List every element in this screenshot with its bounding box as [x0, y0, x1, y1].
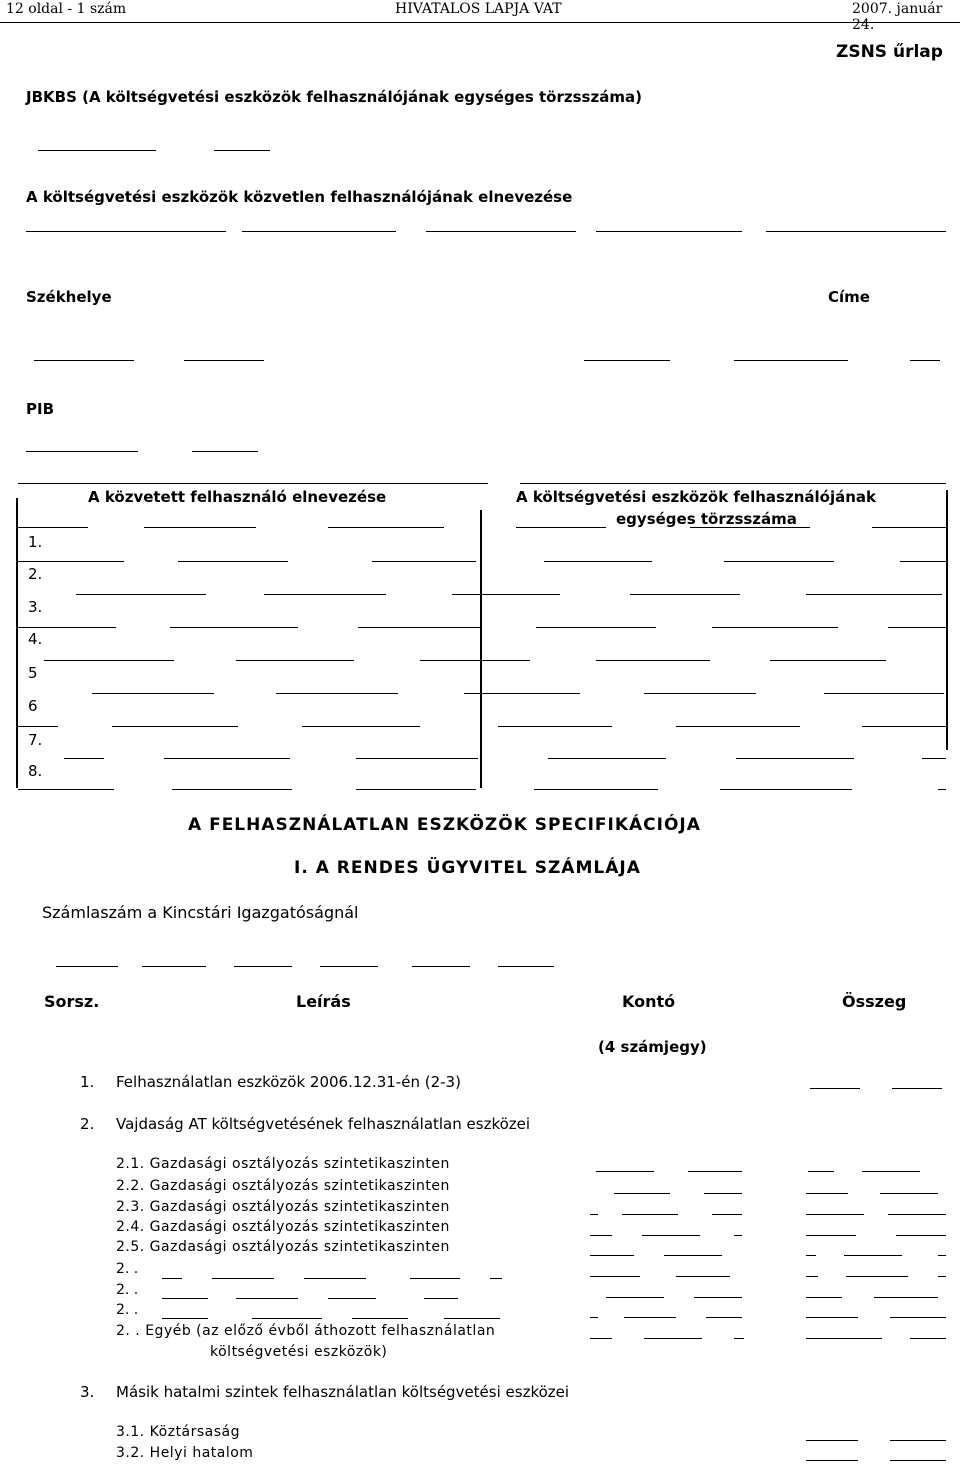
- table-line[interactable]: [736, 758, 854, 759]
- table-line[interactable]: [164, 758, 290, 759]
- account-line-2[interactable]: [142, 966, 206, 967]
- amount-line[interactable]: [846, 1276, 908, 1277]
- form-title: ZSNS űrlap: [836, 42, 943, 62]
- table-line[interactable]: [92, 693, 214, 694]
- amount-line[interactable]: [910, 1338, 946, 1339]
- konto-line[interactable]: [688, 1171, 742, 1172]
- col-konto-note: (4 számjegy): [598, 1038, 707, 1056]
- col-konto: Kontó: [622, 992, 676, 1011]
- table-line[interactable]: [872, 527, 946, 528]
- sub2-desc-line[interactable]: [252, 1318, 322, 1319]
- table-col-registry-line2: egységes törzsszáma: [616, 510, 797, 528]
- jbkbs-line-2[interactable]: [214, 150, 270, 151]
- name-line-1[interactable]: [26, 231, 226, 232]
- table-row-4-num: 4.: [28, 630, 43, 648]
- table-top-line-right: [520, 483, 946, 484]
- amount-line[interactable]: [808, 1171, 834, 1172]
- sub2-8: 2. .: [116, 1302, 139, 1318]
- konto-line[interactable]: [590, 1276, 640, 1277]
- table-line[interactable]: [900, 561, 946, 562]
- amount-line[interactable]: [806, 1297, 842, 1298]
- table-line[interactable]: [452, 594, 560, 595]
- konto-line[interactable]: [596, 1171, 654, 1172]
- sub2-desc-line[interactable]: [352, 1318, 408, 1319]
- pib-line-1[interactable]: [26, 451, 138, 452]
- sub2-desc-line[interactable]: [162, 1278, 182, 1279]
- sub2-desc-line[interactable]: [212, 1278, 274, 1279]
- sub2-desc-line[interactable]: [410, 1278, 460, 1279]
- amount-line[interactable]: [890, 1317, 946, 1318]
- konto-line[interactable]: [712, 1214, 742, 1215]
- table-line[interactable]: [824, 693, 944, 694]
- konto-line[interactable]: [624, 1317, 676, 1318]
- seat-label: Székhelye: [26, 288, 112, 306]
- table-line[interactable]: [76, 594, 206, 595]
- table-line[interactable]: [144, 527, 256, 528]
- konto-line[interactable]: [644, 1338, 702, 1339]
- name-line-3[interactable]: [426, 231, 576, 232]
- sub3-1-amount-line[interactable]: [890, 1440, 946, 1441]
- item-1-amount-line[interactable]: [810, 1088, 860, 1089]
- amount-line[interactable]: [806, 1214, 864, 1215]
- sub3-2-amount-line[interactable]: [806, 1460, 858, 1461]
- table-line[interactable]: [806, 594, 942, 595]
- table-line[interactable]: [536, 627, 656, 628]
- spec-subtitle: I. A RENDES ÜGYVITEL SZÁMLÁJA: [294, 858, 641, 878]
- konto-line[interactable]: [642, 1235, 700, 1236]
- account-line-4[interactable]: [320, 966, 378, 967]
- sub2-egyeb-line2: költségvetési eszközök): [210, 1344, 388, 1360]
- table-line[interactable]: [328, 527, 444, 528]
- amount-line[interactable]: [938, 1255, 946, 1256]
- sub2-7: 2. .: [116, 1282, 139, 1298]
- item-1-num: 1.: [80, 1073, 95, 1091]
- table-line[interactable]: [498, 726, 612, 727]
- item-1-amount-line[interactable]: [892, 1088, 942, 1089]
- table-bottom-line: [534, 789, 658, 790]
- table-line[interactable]: [770, 660, 886, 661]
- sub2-5: 2.5. Gazdasági osztályozás szintetikaszinten: [116, 1239, 450, 1255]
- account-line-5[interactable]: [412, 966, 470, 967]
- address-line-3[interactable]: [910, 360, 940, 361]
- table-row-3-num: 3.: [28, 598, 43, 616]
- table-bottom-line: [18, 789, 114, 790]
- table-line[interactable]: [548, 758, 666, 759]
- table-line[interactable]: [712, 627, 838, 628]
- table-middle-border: [480, 510, 482, 788]
- name-line-5[interactable]: [766, 231, 946, 232]
- konto-line[interactable]: [706, 1317, 742, 1318]
- amount-line[interactable]: [806, 1338, 882, 1339]
- amount-line[interactable]: [806, 1255, 816, 1256]
- sub2-egyeb-line1: 2. . Egyéb (az előző évből áthozott felhasználatlan: [116, 1323, 496, 1339]
- table-top-line-left: [18, 483, 488, 484]
- konto-line[interactable]: [614, 1193, 670, 1194]
- table-line[interactable]: [64, 758, 104, 759]
- table-line[interactable]: [302, 726, 420, 727]
- table-line[interactable]: [862, 726, 946, 727]
- sub2-desc-line[interactable]: [424, 1298, 458, 1299]
- name-label: A költségvetési eszközök közvetlen felhasználójának elnevezése: [26, 188, 573, 206]
- address-label: Címe: [828, 288, 870, 306]
- table-line[interactable]: [372, 561, 476, 562]
- item-3-num: 3.: [80, 1383, 95, 1401]
- amount-line[interactable]: [862, 1171, 920, 1172]
- table-line[interactable]: [544, 561, 652, 562]
- amount-line[interactable]: [806, 1193, 848, 1194]
- address-line-2[interactable]: [734, 360, 848, 361]
- sub3-1-amount-line[interactable]: [806, 1440, 858, 1441]
- table-line[interactable]: [358, 627, 480, 628]
- seat-line-1[interactable]: [34, 360, 134, 361]
- col-sorsz: Sorsz.: [44, 992, 100, 1011]
- table-line[interactable]: [922, 758, 946, 759]
- konto-line[interactable]: [590, 1255, 634, 1256]
- table-col-registry-line1: A költségvetési eszközök felhasználójának: [516, 488, 876, 506]
- table-line[interactable]: [44, 660, 174, 661]
- sub2-1: 2.1. Gazdasági osztályozás szintetikaszinten: [116, 1156, 450, 1172]
- konto-line[interactable]: [704, 1193, 742, 1194]
- konto-line[interactable]: [734, 1235, 742, 1236]
- table-line[interactable]: [516, 527, 606, 528]
- item-1-text: Felhasználatlan eszközök 2006.12.31-én (2-3): [116, 1073, 461, 1091]
- sub2-desc-line[interactable]: [236, 1298, 298, 1299]
- table-line[interactable]: [690, 527, 810, 528]
- konto-line[interactable]: [590, 1338, 612, 1339]
- col-osszeg: Összeg: [842, 992, 907, 1011]
- table-line[interactable]: [178, 561, 288, 562]
- sub2-4: 2.4. Gazdasági osztályozás szintetikaszinten: [116, 1219, 450, 1235]
- konto-line[interactable]: [622, 1214, 678, 1215]
- item-2-text: Vajdaság AT költségvetésének felhasználatlan eszközei: [116, 1115, 531, 1133]
- konto-line[interactable]: [590, 1235, 612, 1236]
- table-line[interactable]: [630, 594, 740, 595]
- konto-line[interactable]: [590, 1317, 598, 1318]
- table-line[interactable]: [356, 758, 478, 759]
- table-line[interactable]: [596, 660, 710, 661]
- header-publication: HIVATALOS LAPJA VAT: [395, 1, 562, 17]
- sub2-3: 2.3. Gazdasági osztályozás szintetikaszinten: [116, 1199, 450, 1215]
- table-line[interactable]: [464, 693, 580, 694]
- amount-line[interactable]: [938, 1276, 946, 1277]
- table-right-border: [946, 490, 948, 750]
- item-2-num: 2.: [80, 1115, 95, 1133]
- table-bottom-line: [356, 789, 476, 790]
- name-line-2[interactable]: [242, 231, 396, 232]
- table-line[interactable]: [264, 594, 386, 595]
- amount-line[interactable]: [880, 1193, 938, 1194]
- amount-line[interactable]: [806, 1235, 856, 1236]
- name-line-4[interactable]: [596, 231, 742, 232]
- sub2-desc-line[interactable]: [162, 1318, 208, 1319]
- table-row-2-num: 2.: [28, 565, 43, 583]
- sub3-2-amount-line[interactable]: [890, 1460, 946, 1461]
- sub2-desc-line[interactable]: [162, 1298, 208, 1299]
- amount-line[interactable]: [896, 1235, 946, 1236]
- jbkbs-label: JBKBS (A költségvetési eszközök felhasználójának egységes törzsszáma): [26, 88, 642, 106]
- table-line[interactable]: [18, 627, 116, 628]
- table-col-indirect-name: A közvetett felhasználó elnevezése: [88, 488, 387, 506]
- konto-line[interactable]: [664, 1255, 722, 1256]
- table-line[interactable]: [18, 561, 124, 562]
- table-row-5-num: 5: [28, 664, 38, 682]
- table-line[interactable]: [276, 693, 398, 694]
- page-header: [0, 0, 960, 33]
- amount-line[interactable]: [806, 1317, 858, 1318]
- pib-line-2[interactable]: [192, 451, 258, 452]
- konto-line[interactable]: [590, 1214, 598, 1215]
- seat-line-2[interactable]: [184, 360, 264, 361]
- table-line[interactable]: [888, 627, 946, 628]
- sub2-desc-line[interactable]: [444, 1318, 500, 1319]
- konto-line[interactable]: [676, 1276, 730, 1277]
- sub2-desc-line[interactable]: [328, 1298, 376, 1299]
- sub2-2: 2.2. Gazdasági osztályozás szintetikaszinten: [116, 1178, 450, 1194]
- table-bottom-line: [172, 789, 292, 790]
- table-line[interactable]: [170, 627, 298, 628]
- table-row-8-num: 8.: [28, 762, 43, 780]
- konto-line[interactable]: [606, 1297, 664, 1298]
- header-page-info: 12 oldal - 1 szám: [6, 1, 127, 17]
- table-line[interactable]: [724, 561, 834, 562]
- konto-line[interactable]: [694, 1297, 742, 1298]
- account-line-1[interactable]: [56, 966, 118, 967]
- sub3-1: 3.1. Köztársaság: [116, 1424, 241, 1440]
- address-line-1[interactable]: [584, 360, 670, 361]
- table-line[interactable]: [112, 726, 238, 727]
- header-date: 2007. január 24.: [852, 1, 943, 33]
- table-line[interactable]: [236, 660, 354, 661]
- table-line[interactable]: [18, 726, 58, 727]
- table-left-border: [16, 498, 18, 788]
- table-row-7-num: 7.: [28, 731, 43, 749]
- konto-line[interactable]: [734, 1338, 744, 1339]
- pib-label: PIB: [26, 400, 55, 418]
- spec-title: A FELHASZNÁLATLAN ESZKÖZÖK SPECIFIKÁCIÓJA: [188, 815, 701, 835]
- jbkbs-line-1[interactable]: [38, 150, 156, 151]
- amount-line[interactable]: [888, 1214, 946, 1215]
- account-label: Számlaszám a Kincstári Igazgatóságnál: [42, 903, 359, 922]
- col-leiras: Leírás: [296, 992, 351, 1011]
- item-3-text: Másik hatalmi szintek felhasználatlan költségvetési eszközei: [116, 1383, 570, 1401]
- table-bottom-line: [720, 789, 852, 790]
- table-line[interactable]: [18, 527, 88, 528]
- table-row-1-num: 1.: [28, 533, 43, 551]
- sub3-2: 3.2. Helyi hatalom: [116, 1445, 254, 1461]
- table-line[interactable]: [644, 693, 756, 694]
- sub2-desc-line[interactable]: [304, 1278, 366, 1279]
- sub2-6: 2. .: [116, 1261, 139, 1277]
- table-row-6-num: 6: [28, 697, 38, 715]
- amount-line[interactable]: [874, 1297, 938, 1298]
- account-line-6[interactable]: [498, 966, 554, 967]
- amount-line[interactable]: [844, 1255, 902, 1256]
- account-line-3[interactable]: [234, 966, 292, 967]
- table-line[interactable]: [420, 660, 530, 661]
- table-bottom-line: [938, 789, 946, 790]
- amount-line[interactable]: [806, 1276, 818, 1277]
- table-line[interactable]: [676, 726, 800, 727]
- sub2-desc-line[interactable]: [490, 1278, 502, 1279]
